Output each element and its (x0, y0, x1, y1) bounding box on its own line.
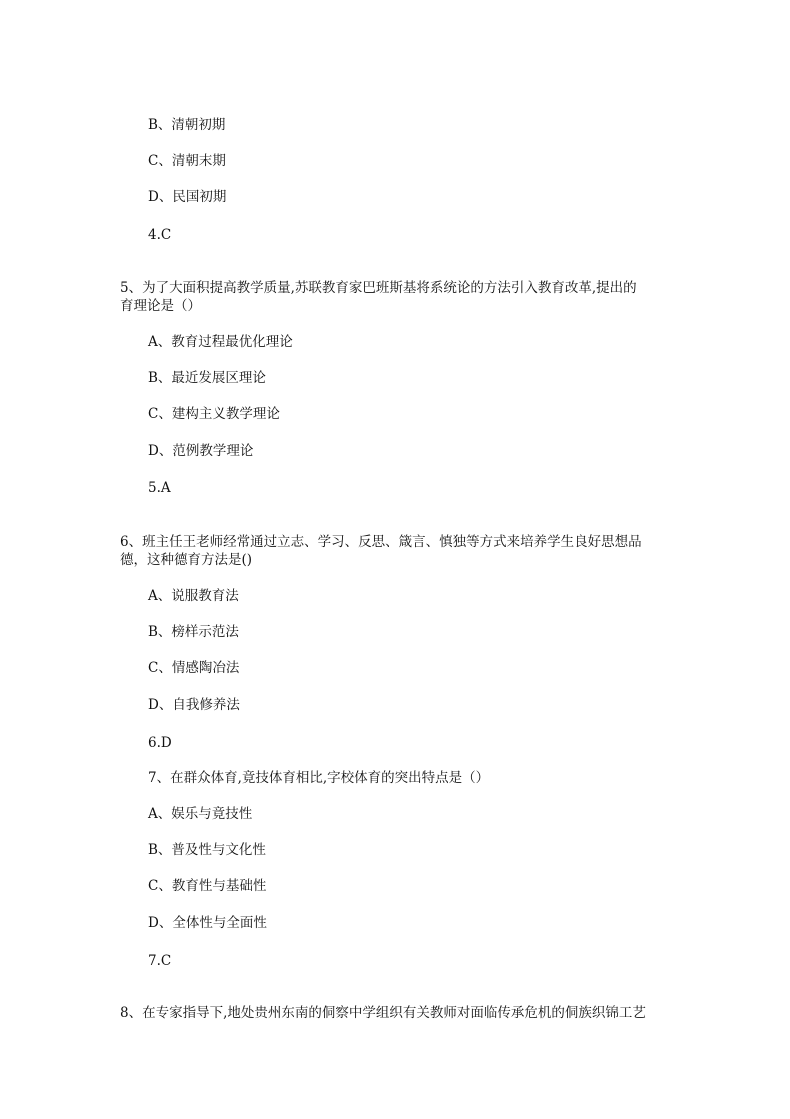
q6-stem-line1: 6、班主任王老师经常通过立志、学习、反思、箴言、慎独等方式来培养学生良好思想品 (120, 534, 642, 550)
q5-stem-line2: 育理论是（） (120, 298, 201, 314)
q7-option-c: C、教育性与基础性 (148, 878, 267, 894)
q6-answer: 6.D (148, 735, 172, 751)
q7-option-a: A、娱乐与竟技性 (148, 806, 253, 822)
q6-option-d: D、自我修养法 (148, 697, 240, 713)
q6-stem-line2: 德，这种德育方法是() (120, 552, 253, 568)
q7-option-d: D、全体性与全面性 (148, 915, 267, 931)
q5-answer: 5.A (148, 480, 171, 496)
q4-option-b: B、清朝初期 (148, 117, 226, 133)
q5-stem-line1: 5、为了大面积提高教学质量,苏联教育家巴班斯基将系统论的方法引入教育改革,提出的 (120, 280, 637, 296)
q5-option-b: B、最近发展区理论 (148, 370, 266, 386)
q4-option-d: D、民国初期 (148, 189, 227, 205)
q7-answer: 7.C (148, 953, 172, 969)
q4-option-c: C、清朝末期 (148, 153, 226, 169)
q5-option-d: D、范例教学理论 (148, 443, 254, 459)
q5-option-a: A、教育过程最优化理论 (148, 334, 293, 350)
q7-stem: 7、在群众体育,竟技体育相比,字校体育的突出特点是（） (148, 770, 490, 786)
q4-answer: 4.C (148, 227, 172, 243)
q7-option-b: B、普及性与文化性 (148, 842, 266, 858)
q6-option-c: C、情感陶冶法 (148, 660, 240, 676)
q6-option-b: B、榜样示范法 (148, 624, 239, 640)
q5-option-c: C、建构主义教学理论 (148, 406, 280, 422)
q8-stem-line1: 8、在专家指导下,地处贵州东南的侗察中学组织有关教师对面临传承危机的侗族织锦工艺 (120, 1005, 646, 1021)
q6-option-a: A、说服教育法 (148, 588, 239, 604)
